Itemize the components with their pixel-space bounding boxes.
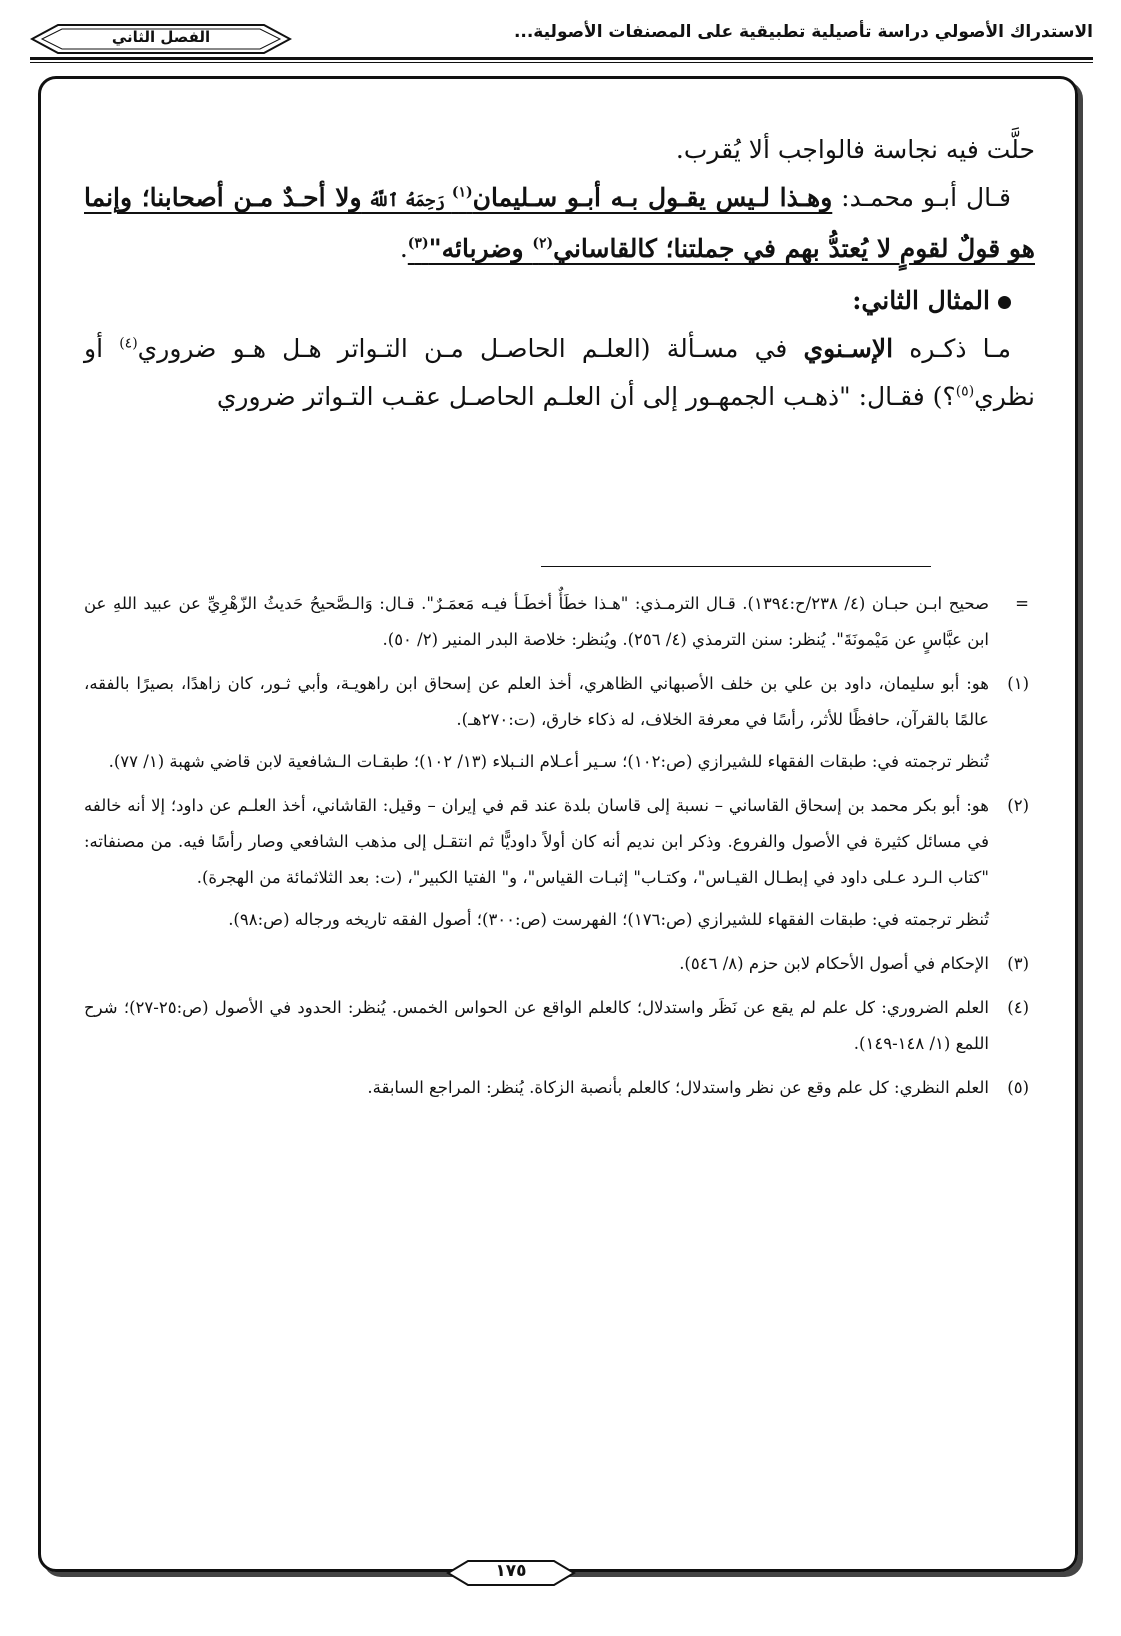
book-title: الاستدراك الأصولي دراسة تأصيلية تطبيقية على المصنفات الأصولية...	[513, 22, 1093, 42]
example-heading: المثال الثاني:	[84, 277, 1035, 325]
footnote-3: (٣) الإحكام في أصول الأحكام لابن حزم (٨/ ٥٤٦).	[679, 954, 1029, 973]
page-footer	[0, 1558, 1121, 1588]
quote-paragraph: قـال أبـو محمـد: وهـذا لـيس يقـول بـه أبـو سـليمان$^{(١)}$ رَحِمَهُ ٱللَّهُ ولا أحـدٌ مـن أصحابنا؛ وإنما هو قولٌ لقومٍ لا يُعتدُّ بهم في جملتنا؛ كالقاساني$^{(٢)}$ وضربائه"$^{(٣)}$.	[84, 183, 1035, 263]
footnote-ref-1[interactable]: (١)	[451, 184, 473, 201]
footnote-4: (٤) العلم الضروري: كل علم لم يقع عن نَظَر واستدلال؛ كالعلم الواقع عن الحواس الخمس. يُنظر: الحدود في الأصول (ص:٢٥-٢٧)؛ شرح اللمع (١/ ١٤٨-١٤٩).	[84, 998, 1029, 1053]
paragraph-line: حلَّت فيه نجاسة فالواجب ألا يُقرب.	[675, 135, 1035, 164]
author-name: الإسـنوي	[803, 334, 894, 363]
header-rule	[30, 55, 1093, 65]
underlined-quote: وهـذا لـيس يقـول بـه أبـو سـليمان$^{(١)}$ رَحِمَهُ ٱللَّهُ ولا أحـدٌ مـن أصحابنا؛ وإنما هو قولٌ لقومٍ لا يُعتدُّ بهم في جملتنا؛ كالقاساني$^{(٢)}$ وضربائه"$^{(٣)}$	[84, 183, 1035, 263]
footnote-ref-5[interactable]: (٥)	[955, 383, 975, 400]
footnotes	[84, 586, 1029, 1114]
bullet-icon	[998, 296, 1011, 309]
footnote-1: (١) هو: أبو سليمان، داود بن علي بن خلف الأصبهاني الظاهري، أخذ العلم عن إسحاق ابن راهويـة، وأبي ثـور، كان زاهدًا، بصيرًا بالفقه، عالمًا بالقرآن، حافظًا للأثر، رأسًا في معرفة الخلاف، له ذكاء خارق، (ت:٢٧٠هـ). تُنظر ترجمته في: طبقات الفقهاء للشيرازي (ص:١٠٢)؛ سـير أعـلام النـبلاء (١٣/ ١٠٢)؛ طبقـات الـشافعية لابن قاضي شهبة (١/ ٧٧).	[84, 674, 1029, 771]
footnote-continued: = صحيح ابـن حبـان (٤/ ٢٣٨/ح:١٣٩٤). قـال الترمـذي: "هـذا خطَأٌ أخطَـأ فيـه مَعمَـرٌ". قـال: وَالـصَّحيحُ حَديثُ الزّهْرِيِّ عن عبيد اللهِ عن ابن عبَّاسٍ عن مَيْمونَةَ". يُنظر: سنن الترمذي (٤/ ٢٥٦). ويُنظر: خلاصة البدر المنير (٢/ ٥٠).	[84, 594, 1029, 649]
footnote-5: (٥) العلم النظري: كل علم وقع عن نظر واستدلال؛ كالعلم بأنصبة الزكاة. يُنظر: المراجع السابقة.	[367, 1078, 1029, 1097]
footnote-ref-2[interactable]: (٢)	[532, 235, 554, 252]
example-paragraph: مـا ذكـره الإسـنوي في مسـألة (العلـم الحاصـل مـن التـواتر هـل هـو ضروري$^{(٤)}$ أو نظري$^{(٥)}$؟) فقـال: "ذهـب الجمهـور إلى أن العلـم الحاصـل عقـب التـواتر ضروري	[84, 334, 1035, 411]
footnote-ref-3[interactable]: (٣)	[407, 235, 429, 252]
footnote-2: (٢) هو: أبو بكر محمد بن إسحاق القاساني – نسبة إلى قاسان بلدة عند قم في إيران – وقيل: القاشاني، أخذ العلـم عن داود؛ إلا أنه خالفه في مسائل كثيرة في الأصول والفروع. وذكر ابن نديم أنه كان أولاً داوديًّا ثم انتقـل إلى مذهب الشافعي وصار رأسًا فيه. من مصنفاته: "كتاب الـرد عـلى داود في إبطـال القيـاس"، وكتـاب" إثبـات القياس"، و" الفتيا الكبير"، (ت: بعد الثلاثمائة من الهجرة). تُنظر ترجمته في: طبقات الفقهاء للشيرازي (ص:١٧٦)؛ الفهرست (ص:٣٠٠)؛ أصول الفقه تاريخه ورجاله (ص:٩٨).	[84, 796, 1029, 929]
chapter-label: الفصل الثاني	[111, 28, 211, 46]
page-number: ١٧٥	[495, 1561, 527, 1581]
main-text	[84, 126, 1035, 421]
footnote-separator	[541, 566, 931, 567]
footnote-ref-4[interactable]: (٤)	[119, 335, 138, 352]
